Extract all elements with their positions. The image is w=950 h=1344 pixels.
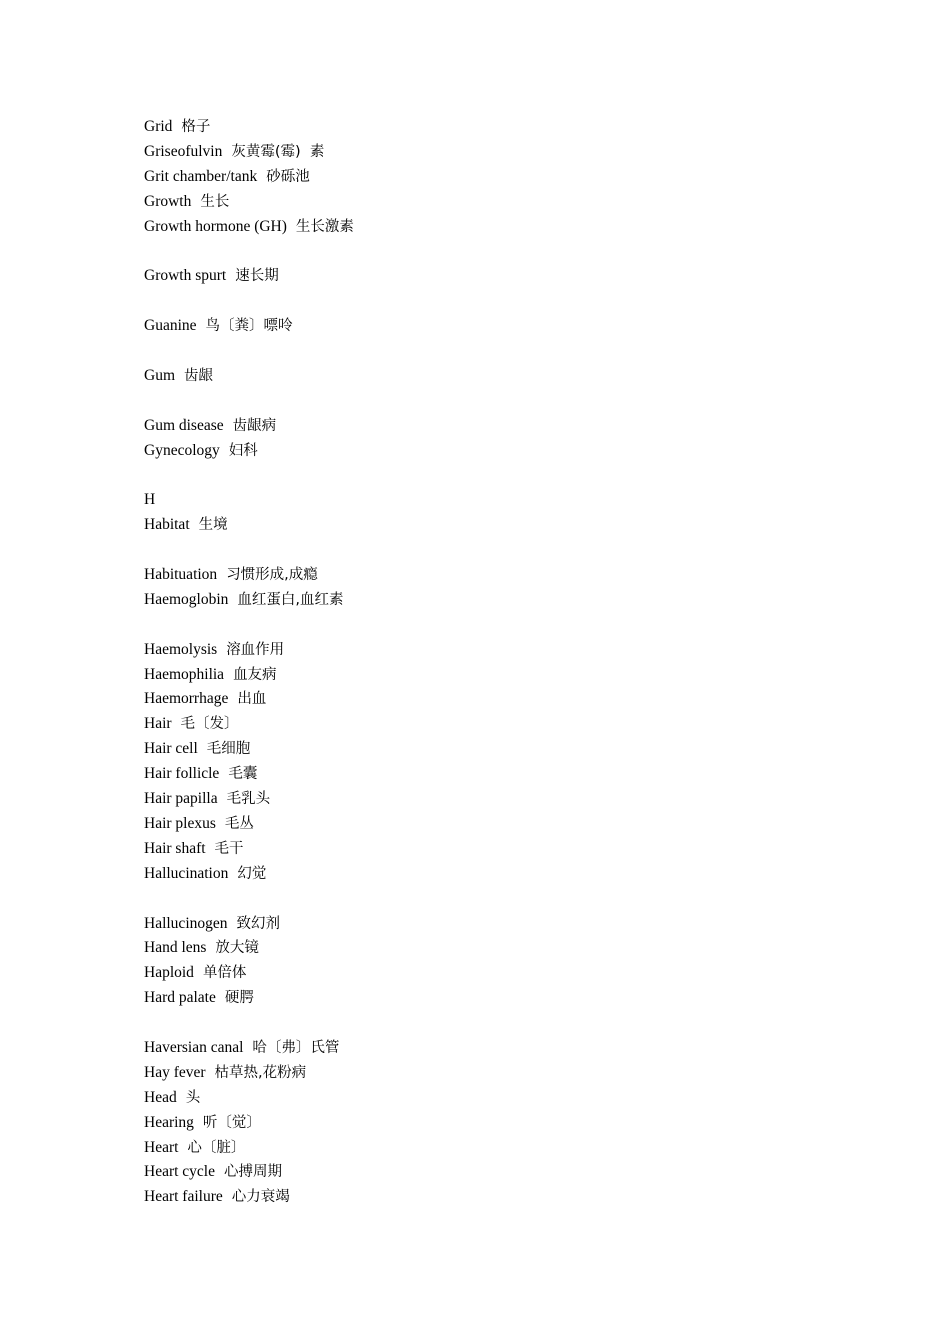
glossary-entry: [144, 314, 844, 339]
chinese-term: 血红蛋白,血红素: [237, 591, 344, 608]
blank-line: [144, 389, 844, 414]
glossary-entry: [144, 588, 844, 613]
english-term: Heart: [144, 1138, 179, 1156]
chinese-term: 幻觉: [237, 865, 267, 882]
english-term: Grit chamber/tank: [144, 167, 258, 185]
glossary-entry: [144, 912, 844, 937]
glossary-entry: [144, 1136, 844, 1161]
english-term: Hair shaft: [144, 839, 206, 857]
glossary-entry: [144, 1061, 844, 1086]
english-term: Haemoglobin: [144, 590, 229, 608]
english-term: Hearing: [144, 1113, 194, 1131]
chinese-term: 砂砾池: [266, 168, 310, 185]
chinese-term: 毛乳头: [226, 791, 271, 808]
chinese-term: 血友病: [233, 666, 277, 683]
chinese-term: 习惯形成,成瘾: [226, 567, 318, 584]
english-term: Haversian canal: [144, 1038, 244, 1056]
glossary-entry: [144, 663, 844, 688]
chinese-term: 毛〔发〕: [180, 716, 239, 733]
chinese-term: 格子: [181, 119, 211, 135]
glossary-entry: [144, 1160, 844, 1185]
english-term: Hair follicle: [144, 765, 220, 783]
blank-line: [144, 339, 844, 364]
chinese-term: 出血: [237, 691, 267, 708]
chinese-term: 枯草热,花粉病: [214, 1064, 307, 1081]
glossary-entry: [144, 1111, 844, 1136]
chinese-term: 哈〔弗〕氏管: [252, 1039, 340, 1056]
glossary-entry: [144, 936, 844, 961]
english-term: Growth: [144, 192, 192, 210]
glossary-entry: [144, 812, 844, 837]
glossary-entry: [144, 414, 844, 439]
chinese-term: 毛细胞: [206, 741, 251, 758]
chinese-term: 妇科: [228, 442, 258, 459]
english-term: Gum: [144, 366, 175, 384]
english-term: Hair: [144, 715, 172, 733]
glossary-entry: [144, 762, 844, 787]
glossary-entry: [144, 215, 844, 240]
chinese-term: 速长期: [235, 268, 279, 285]
chinese-term: 毛干: [214, 840, 244, 857]
english-term: Haemorrhage: [144, 690, 229, 708]
english-term: Hair cell: [144, 740, 198, 758]
english-term: Habitat: [144, 516, 190, 534]
glossary-entry: [144, 1036, 844, 1061]
glossary-entry: [144, 364, 844, 389]
chinese-term: 毛丛: [224, 815, 254, 832]
glossary-entry: [144, 264, 844, 289]
chinese-term: 心搏周期: [224, 1164, 282, 1181]
chinese-term: 头: [185, 1089, 201, 1106]
english-term: Head: [144, 1088, 177, 1106]
blank-line: [144, 239, 844, 264]
english-term: Hard palate: [144, 989, 216, 1007]
section-letter: [144, 488, 844, 513]
english-term: Haemophilia: [144, 665, 225, 683]
glossary-entry: [144, 115, 844, 140]
glossary-entry: [144, 862, 844, 887]
glossary-entry: [144, 1086, 844, 1111]
english-term: Heart failure: [144, 1188, 223, 1206]
english-term: Hallucination: [144, 864, 229, 882]
english-term: Guanine: [144, 317, 197, 335]
chinese-term: 放大镜: [215, 940, 259, 957]
chinese-term: 心〔脏〕: [187, 1139, 246, 1156]
chinese-term: 齿龈: [184, 367, 213, 384]
english-term: Hair plexus: [144, 814, 216, 832]
glossary-list: [144, 115, 844, 1210]
english-term: Griseofulvin: [144, 142, 223, 160]
chinese-term: 生长激素: [295, 218, 354, 235]
blank-line: [144, 613, 844, 638]
glossary-entry: [144, 165, 844, 190]
glossary-entry: [144, 837, 844, 862]
chinese-term: 生长: [200, 193, 230, 210]
glossary-entry: [144, 190, 844, 215]
glossary-entry: [144, 986, 844, 1011]
chinese-term: 齿龈病: [232, 417, 277, 434]
chinese-term: 鸟〔粪〕嘌呤: [205, 318, 293, 335]
chinese-term: 致幻剂: [236, 915, 281, 932]
chinese-term: 生境: [198, 517, 228, 534]
english-term: Grid: [144, 118, 173, 135]
blank-line: [144, 463, 844, 488]
chinese-term: 听〔觉〕: [202, 1114, 261, 1131]
english-term: Habituation: [144, 566, 218, 584]
glossary-entry: [144, 638, 844, 663]
chinese-term: 心力衰竭: [231, 1189, 290, 1206]
glossary-entry: [144, 563, 844, 588]
english-term: Heart cycle: [144, 1163, 215, 1181]
chinese-term: 硬腭: [224, 990, 254, 1007]
blank-line: [144, 887, 844, 912]
english-term: Gum disease: [144, 416, 224, 434]
english-term: Hand lens: [144, 939, 207, 957]
glossary-entry: [144, 513, 844, 538]
english-term: Growth hormone (GH): [144, 217, 287, 235]
glossary-entry: [144, 787, 844, 812]
blank-line: [144, 289, 844, 314]
english-term: Growth spurt: [144, 267, 227, 285]
chinese-term: 毛囊: [228, 766, 258, 783]
english-term: Gynecology: [144, 441, 220, 459]
chinese-term: 灰黄霉(霉) 素: [231, 143, 325, 160]
glossary-entry: [144, 140, 844, 165]
english-term: Haploid: [144, 964, 194, 982]
blank-line: [144, 538, 844, 563]
english-term: H: [144, 491, 156, 509]
glossary-entry: [144, 961, 844, 986]
english-term: Hair papilla: [144, 790, 218, 808]
glossary-entry: [144, 712, 844, 737]
chinese-term: 单倍体: [202, 965, 247, 982]
chinese-term: 溶血作用: [226, 641, 285, 658]
english-term: Hay fever: [144, 1063, 206, 1081]
english-term: Haemolysis: [144, 640, 218, 658]
blank-line: [144, 1011, 844, 1036]
english-term: Hallucinogen: [144, 914, 228, 932]
glossary-entry: [144, 687, 844, 712]
glossary-entry: [144, 737, 844, 762]
glossary-entry: [144, 1185, 844, 1210]
glossary-entry: [144, 439, 844, 464]
